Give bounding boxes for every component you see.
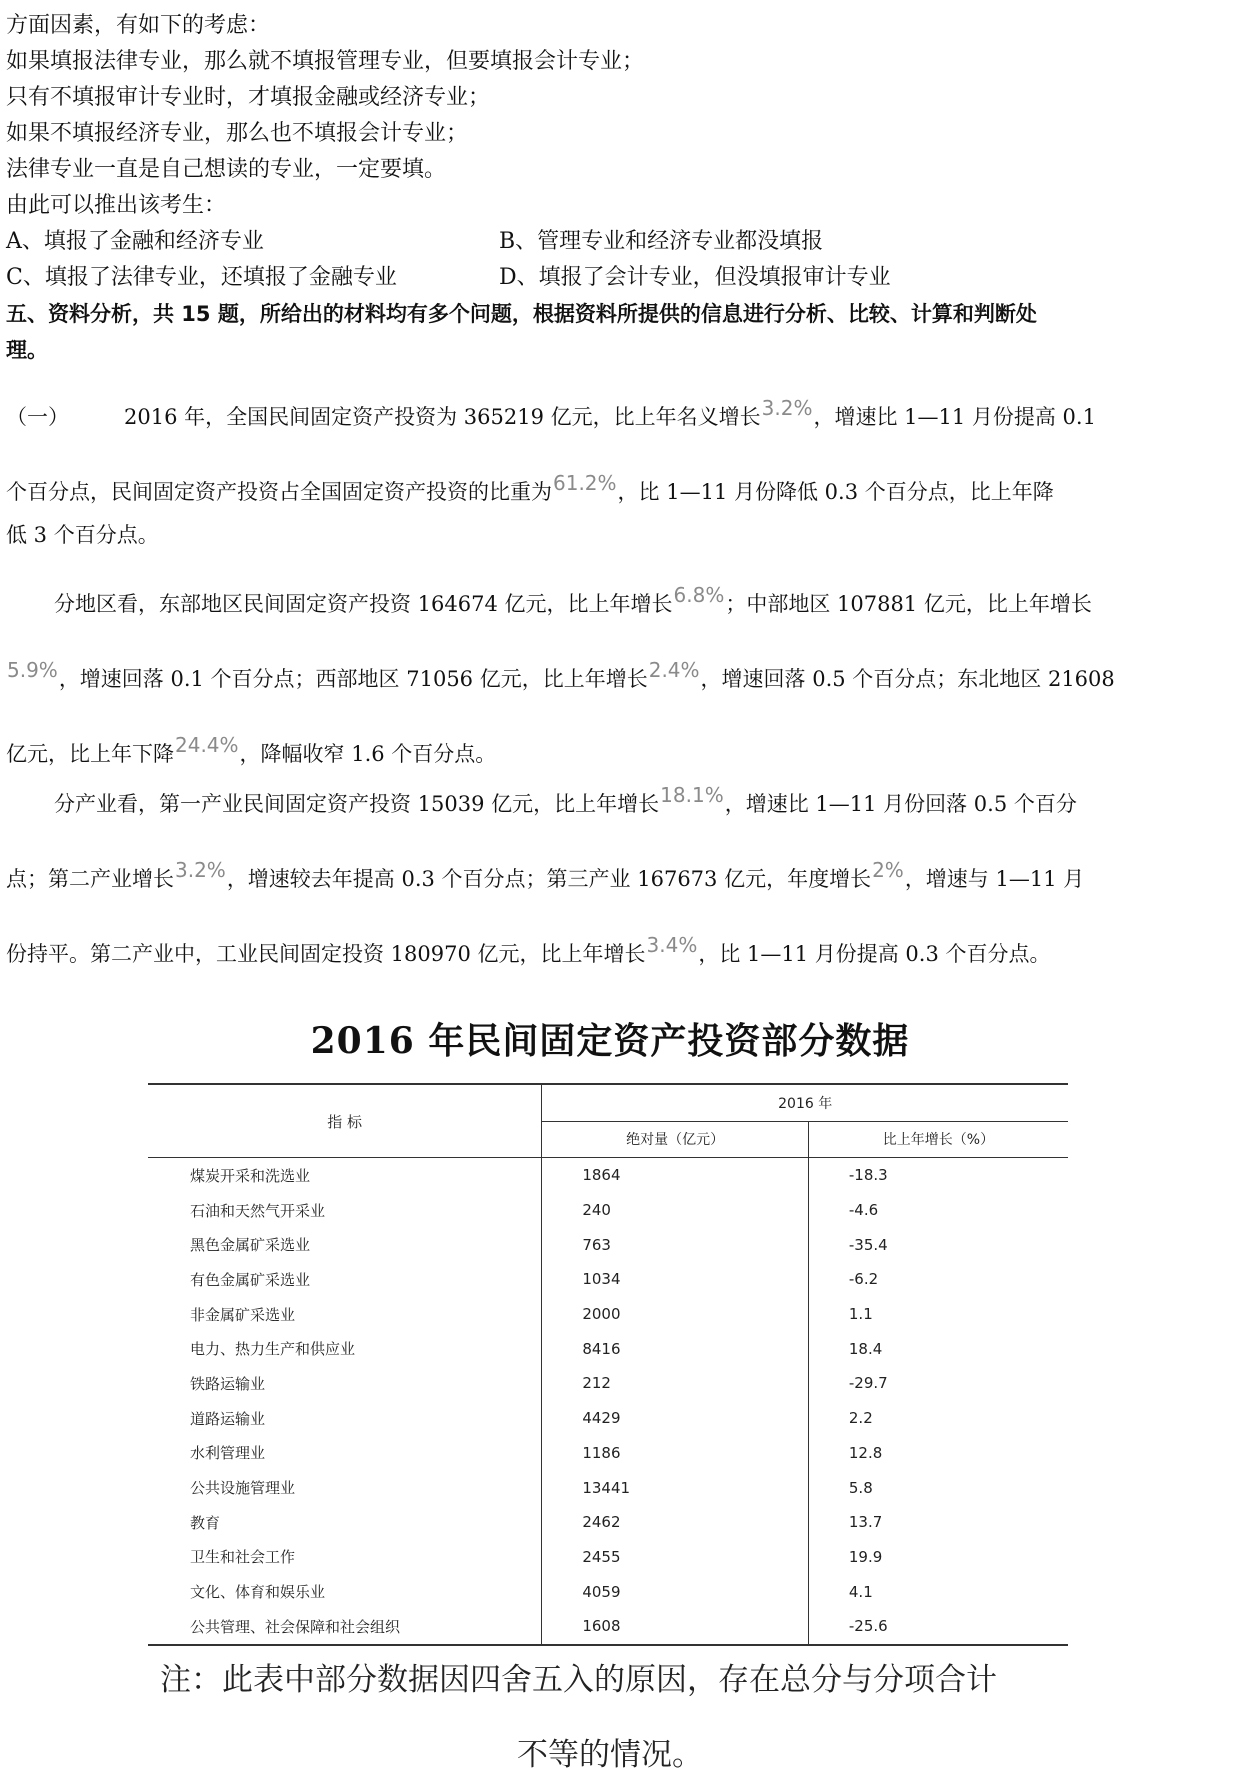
row-name: 有色金属矿采选业 <box>148 1262 542 1297</box>
row-name: 煤炭开采和洗选业 <box>148 1158 542 1193</box>
row-name: 公共设施管理业 <box>148 1470 542 1505</box>
row-value: 4059 <box>542 1574 809 1609</box>
row-name: 文化、体育和娱乐业 <box>148 1574 542 1609</box>
section-mark: （一） <box>6 405 69 429</box>
option-c: C、填报了法律专业，还填报了金融专业 <box>6 265 397 290</box>
para-text: 分产业看，第一产业民间固定资产投资 15039 亿元，比上年增长 <box>54 792 660 816</box>
percent-figure: 18.1% <box>660 783 724 807</box>
text-line: 如果填报法律专业，那么就不填报管理专业，但要填报会计专业； <box>6 49 645 74</box>
text-line: 法律专业一直是自己想读的专业，一定要填。 <box>6 157 447 182</box>
table-row <box>148 1331 1068 1366</box>
row-growth: 19.9 <box>848 1547 883 1566</box>
para-text: ，增速比 1—11 月份提高 0.1 <box>813 405 1096 429</box>
para-text: 点；第二产业增长 <box>6 867 174 891</box>
option-row <box>6 224 1231 260</box>
row-value: 1608 <box>542 1609 809 1645</box>
percent-figure: 5.9% <box>7 658 58 682</box>
paragraph-2 <box>6 567 1231 792</box>
table-note-cont: 不等的情况。 <box>517 1737 703 1773</box>
row-growth: 4.1 <box>848 1582 873 1601</box>
para-text: ，增速比 1—11 月份回落 0.5 个百分 <box>724 792 1077 816</box>
para-text: ，增速回落 0.1 个百分点；西部地区 71056 亿元，比上年增长 <box>58 667 648 691</box>
column-header-growth: 比上年增长（%） <box>808 1121 1068 1158</box>
option-a: A、填报了金融和经济专业 <box>6 229 264 254</box>
para-text: ；中部地区 107881 亿元，比上年增长 <box>725 592 1092 616</box>
row-value: 2462 <box>542 1505 809 1540</box>
percent-figure: 3.4% <box>646 933 698 957</box>
option-d: D、填报了会计专业，但没填报审计专业 <box>499 265 891 290</box>
row-growth: 12.8 <box>848 1443 883 1462</box>
percent-figure: 3.2% <box>761 396 813 420</box>
row-growth: -35.4 <box>848 1235 888 1254</box>
row-growth: 18.4 <box>848 1339 883 1358</box>
table-row <box>148 1366 1068 1401</box>
para-text: ，增速较去年提高 0.3 个百分点；第三产业 167673 亿元，年度增长 <box>226 867 872 891</box>
row-name: 黑色金属矿采选业 <box>148 1227 542 1262</box>
paragraph-1-end: 低 3 个百分点。 <box>6 523 159 547</box>
row-name: 铁路运输业 <box>148 1366 542 1401</box>
table-row <box>148 1193 1068 1228</box>
para-text: ，增速与 1—11 月 <box>904 867 1085 891</box>
table-row <box>148 1436 1068 1471</box>
row-growth: -29.7 <box>848 1374 888 1393</box>
row-value: 212 <box>542 1366 809 1401</box>
table-row <box>148 1227 1068 1262</box>
option-b: B、管理专业和经济专业都没填报 <box>499 229 824 254</box>
paragraph-1 <box>6 380 1231 530</box>
row-growth: -4.6 <box>848 1201 879 1220</box>
row-name: 道路运输业 <box>148 1401 542 1436</box>
table-row <box>148 1262 1068 1297</box>
para-text: ，比 1—11 月份降低 0.3 个百分点，比上年降 <box>617 480 1054 504</box>
section-heading-cont: 理。 <box>6 338 48 362</box>
row-name: 卫生和社会工作 <box>148 1540 542 1575</box>
percent-figure: 6.8% <box>673 583 725 607</box>
row-growth: -25.6 <box>808 1609 1068 1645</box>
row-growth: 13.7 <box>848 1513 883 1532</box>
table-row <box>148 1297 1068 1332</box>
section-heading: 五、资料分析，共 15 题，所给出的材料均有多个问题，根据资料所提供的信息进行分析、比较、计算和判断处 <box>6 302 1037 326</box>
table-row <box>148 1505 1068 1540</box>
row-value: 1034 <box>542 1262 809 1297</box>
row-value: 8416 <box>542 1331 809 1366</box>
row-value: 763 <box>542 1227 809 1262</box>
row-value: 240 <box>542 1193 809 1228</box>
row-growth: -6.2 <box>848 1270 879 1289</box>
para-text: 份持平。第二产业中，工业民间固定投资 180970 亿元，比上年增长 <box>6 942 646 966</box>
column-header-year: 2016 年 <box>542 1084 1068 1121</box>
para-text: ，比 1—11 月份提高 0.3 个百分点。 <box>698 942 1051 966</box>
text-line: 只有不填报审计专业时，才填报金融或经济专业； <box>6 85 491 110</box>
para-text: 个百分点，民间固定资产投资占全国固定资产投资的比重为 <box>6 480 552 504</box>
row-value: 2000 <box>542 1297 809 1332</box>
row-name: 非金属矿采选业 <box>148 1297 542 1332</box>
table-row <box>148 1470 1068 1505</box>
para-text: 2016 年，全国民间固定资产投资为 365219 亿元，比上年名义增长 <box>124 405 761 429</box>
row-name: 水利管理业 <box>148 1436 542 1471</box>
percent-figure: 2.4% <box>648 658 700 682</box>
table-title: 2016 年民间固定资产投资部分数据 <box>310 1020 910 1062</box>
percent-figure: 2% <box>872 858 904 882</box>
percent-figure: 3.2% <box>175 858 226 882</box>
row-name: 教育 <box>148 1505 542 1540</box>
table-row <box>148 1609 1068 1645</box>
paragraph-3 <box>6 767 1231 992</box>
row-name: 电力、热力生产和供应业 <box>148 1331 542 1366</box>
percent-figure: 61.2% <box>553 471 617 495</box>
table-row <box>148 1540 1068 1575</box>
table-row <box>148 1158 1068 1193</box>
text-line: 如果不填报经济专业，那么也不填报会计专业； <box>6 121 469 146</box>
text-line: 方面因素，有如下的考虑： <box>6 13 271 38</box>
table-row <box>148 1574 1068 1609</box>
para-text: ，降幅收窄 1.6 个百分点。 <box>239 742 497 766</box>
row-value: 1864 <box>542 1158 809 1193</box>
option-row <box>6 260 1231 296</box>
row-value: 1186 <box>542 1436 809 1471</box>
row-value: 13441 <box>542 1470 809 1505</box>
row-name: 公共管理、社会保障和社会组织 <box>148 1609 542 1645</box>
para-text: ，增速回落 0.5 个百分点；东北地区 21608 <box>700 667 1115 691</box>
row-growth: 2.2 <box>848 1409 873 1428</box>
text-line: 由此可以推出该考生： <box>6 193 227 218</box>
table-note: 注：此表中部分数据因四舍五入的原因，存在总分与分项合计 <box>160 1662 997 1698</box>
row-growth: 5.8 <box>848 1478 873 1497</box>
para-text: 亿元，比上年下降 <box>6 742 174 766</box>
row-value: 4429 <box>542 1401 809 1436</box>
data-table <box>148 1083 1068 1646</box>
row-growth: 1.1 <box>848 1305 873 1324</box>
row-value: 2455 <box>542 1540 809 1575</box>
table-row <box>148 1401 1068 1436</box>
para-text: 分地区看，东部地区民间固定资产投资 164674 亿元，比上年增长 <box>54 592 673 616</box>
row-growth: -18.3 <box>848 1166 888 1185</box>
column-header-indicator: 指 标 <box>148 1084 542 1158</box>
question-text <box>6 8 1231 368</box>
percent-figure: 24.4% <box>175 733 239 757</box>
row-name: 石油和天然气开采业 <box>148 1193 542 1228</box>
column-header-absolute: 绝对量（亿元） <box>542 1121 809 1158</box>
